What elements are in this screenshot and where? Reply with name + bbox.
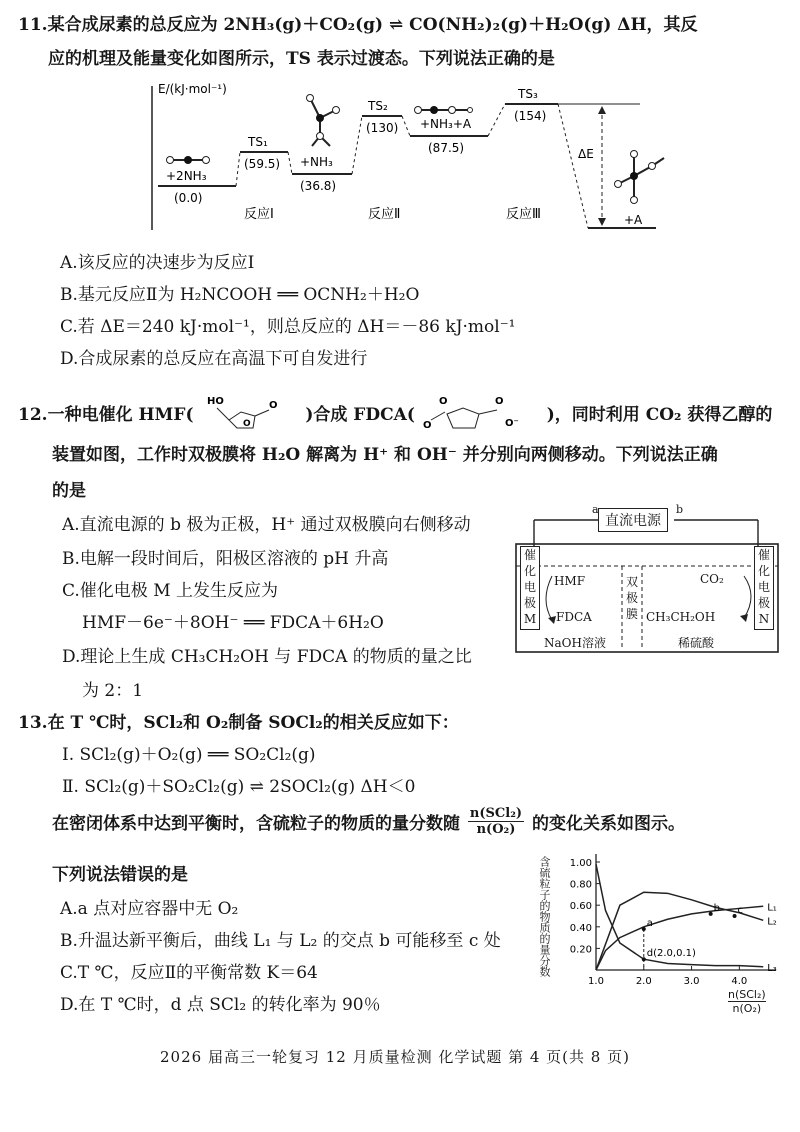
cathode-reactant: CO₂ bbox=[700, 572, 724, 586]
level-label: TS₁ bbox=[248, 135, 268, 149]
page-footer: 2026 届高三一轮复习 12 月质量检测 化学试题 第 4 页(共 8 页) bbox=[160, 1048, 630, 1066]
q13-stem-line3: 下列说法错误的是 bbox=[52, 865, 188, 885]
chart-y-axis-label: 含硫粒子的物质的量分数 bbox=[538, 856, 551, 977]
electrode-m bbox=[520, 546, 540, 630]
q13-option-d[interactable]: D.在 T ℃时，d 点 SCl₂ 的转化率为 90％ bbox=[60, 995, 381, 1015]
q12-option-a[interactable]: A.直流电源的 b 极为正极，H⁺ 通过双极膜向右侧移动 bbox=[62, 515, 471, 535]
chart-x-label-den: n(O₂) bbox=[732, 1002, 762, 1015]
membrane-char: 膜 bbox=[625, 607, 638, 621]
level-value: (59.5) bbox=[244, 157, 281, 171]
q11-option-a[interactable]: A.该反应的决速步为反应Ⅰ bbox=[60, 253, 255, 273]
q12-stem-part3: )，同时利用 CO₂ 获得乙醇的 bbox=[546, 405, 773, 425]
power-supply-box: 直流电源 bbox=[598, 508, 668, 532]
svg-text:O: O bbox=[422, 420, 432, 431]
level-value: (87.5) bbox=[428, 141, 465, 155]
level-label: +2NH₃ bbox=[166, 169, 207, 183]
membrane-char: 双 bbox=[625, 575, 638, 589]
svg-text:O: O bbox=[269, 400, 278, 411]
chart-point bbox=[709, 912, 713, 916]
energy-axis-label: E/(kJ·mol⁻¹) bbox=[158, 82, 227, 96]
chart-x-axis-label bbox=[728, 988, 766, 1015]
anode-product: FDCA bbox=[556, 610, 592, 624]
chart-point bbox=[733, 914, 737, 918]
electrode-n-char: 化 bbox=[757, 564, 770, 578]
level-label: +NH₃ bbox=[300, 155, 333, 169]
svg-text:O⁻: O⁻ bbox=[504, 418, 519, 429]
bipolar-membrane-label bbox=[624, 574, 640, 622]
chart-x-tick-label: 2.0 bbox=[635, 976, 652, 987]
q13-chart bbox=[530, 838, 792, 1028]
hmf-structure-icon bbox=[199, 392, 299, 432]
chart-point bbox=[642, 957, 646, 961]
q12-stem-line1 bbox=[18, 392, 772, 432]
q13-reaction-1: Ⅰ. SCl₂(g)＋O₂(g) ══ SO₂Cl₂(g) bbox=[62, 745, 316, 765]
q13-stem-line1: 13.在 T ℃时，SCl₂和 O₂制备 SOCl₂的相关反应如下： bbox=[18, 713, 459, 733]
membrane-char: 极 bbox=[625, 591, 638, 605]
svg-text:O: O bbox=[438, 396, 448, 407]
electrode-m-char: 电 bbox=[523, 580, 536, 594]
q13-reaction-2: Ⅱ. SCl₂(g)＋SO₂Cl₂(g) ⇌ 2SOCl₂(g) ΔH＜0 bbox=[62, 777, 416, 797]
chart-series-label: L₃ bbox=[767, 962, 777, 974]
chart-series-label: L₂ bbox=[767, 916, 777, 928]
step-label-3: 反应Ⅲ bbox=[506, 207, 541, 222]
step-label-2: 反应Ⅱ bbox=[368, 207, 401, 222]
q12-option-d-cont: 为 2：1 bbox=[82, 681, 144, 701]
level-value: (154) bbox=[514, 109, 547, 123]
chart-y-tick-label: 0.40 bbox=[569, 922, 592, 934]
q11-option-c[interactable]: C.若 ΔE＝240 kJ·mol⁻¹，则总反应的 ΔH＝－86 kJ·mol⁻¹ bbox=[60, 317, 516, 337]
electrode-m-char: 极 bbox=[523, 596, 536, 610]
chart-y-tick-label: 0.60 bbox=[569, 901, 592, 913]
q11-stem-line1: 11.某合成尿素的总反应为 2NH₃(g)＋CO₂(g) ⇌ CO(NH₂)₂(g)＋H₂O(g) ΔH，其反 bbox=[18, 15, 698, 35]
q12-option-d[interactable]: D.理论上生成 CH₃CH₂OH 与 FDCA 的物质的量之比 bbox=[62, 647, 472, 667]
carbamate-molecule-icon bbox=[307, 95, 340, 147]
chart-series-label: L₁ bbox=[767, 902, 777, 914]
electrode-m-char: 催 bbox=[523, 548, 536, 562]
electrode-m-char: 化 bbox=[523, 564, 536, 578]
cathode-product: CH₃CH₂OH bbox=[646, 610, 716, 624]
svg-text:HO: HO bbox=[207, 396, 225, 407]
level-label: +NH₃+A bbox=[420, 117, 472, 131]
q13-option-b[interactable]: B.升温达新平衡后，曲线 L₁ 与 L₂ 的交点 b 可能移至 c 处 bbox=[60, 931, 501, 951]
chart-x-tick-label: 1.0 bbox=[588, 976, 604, 987]
chart-point-label: d(2.0,0.1) bbox=[646, 948, 696, 960]
q12-option-c-equation: HMF－6e⁻＋8OH⁻ ══ FDCA＋6H₂O bbox=[82, 613, 384, 633]
chart-x-label-num: n(SCl₂) bbox=[728, 988, 766, 1001]
q12-stem-line3: 的是 bbox=[52, 481, 86, 501]
chart-y-tick-label: 0.20 bbox=[569, 944, 592, 956]
electrode-n bbox=[754, 546, 774, 630]
co2-molecule-icon bbox=[167, 156, 210, 164]
q13-ratio bbox=[468, 806, 524, 837]
q11-energy-diagram bbox=[140, 78, 680, 238]
delta-e-label: ΔE bbox=[578, 147, 594, 161]
chart-point-label: b bbox=[713, 902, 721, 914]
electrode-n-char: 电 bbox=[757, 580, 770, 594]
chart-x-tick-label: 3.0 bbox=[683, 976, 700, 987]
chart-x-tick-label: 4.0 bbox=[731, 976, 748, 987]
q13-option-a[interactable]: A.a 点对应容器中无 O₂ bbox=[60, 899, 239, 919]
q12-stem-part1: 12.一种电催化 HMF( bbox=[18, 405, 194, 425]
q13-stem-part2: 的变化关系如图示。 bbox=[531, 814, 685, 834]
cathode-solution: 稀硫酸 bbox=[678, 636, 715, 650]
level-value: (130) bbox=[366, 121, 399, 135]
q13-ratio-numerator: n(SCl₂) bbox=[469, 806, 523, 821]
chart-point bbox=[642, 927, 646, 931]
q13-option-c[interactable]: C.T ℃，反应Ⅱ的平衡常数 K＝64 bbox=[60, 963, 318, 983]
urea-molecule-icon bbox=[615, 151, 665, 204]
q12-option-c[interactable]: C.催化电极 M 上发生反应为 bbox=[62, 581, 279, 601]
svg-text:O: O bbox=[494, 396, 504, 407]
chart-point-label: c bbox=[737, 905, 744, 916]
q12-stem-part2: )合成 FDCA( bbox=[305, 405, 415, 425]
fdca-structure-icon bbox=[421, 392, 541, 432]
chart-point-label: a bbox=[646, 917, 653, 929]
hnco-molecule-icon bbox=[415, 106, 473, 114]
electrode-n-char: N bbox=[758, 612, 770, 626]
anode-solution: NaOH溶液 bbox=[544, 636, 606, 650]
electrode-m-char: M bbox=[523, 612, 537, 626]
electrode-n-char: 催 bbox=[757, 548, 770, 562]
q13-stem-line2 bbox=[52, 806, 685, 837]
q11-option-b[interactable]: B.基元反应Ⅱ为 H₂NCOOH ══ OCNH₂＋H₂O bbox=[60, 285, 420, 305]
level-label: +A bbox=[624, 213, 643, 227]
level-value: (36.8) bbox=[300, 179, 337, 193]
svg-text:O: O bbox=[243, 419, 252, 429]
q12-stem-line2: 装置如图，工作时双极膜将 H₂O 解离为 H⁺ 和 OH⁻ 并分别向两侧移动。下列说法正确 bbox=[52, 445, 718, 465]
q11-option-d[interactable]: D.合成尿素的总反应在高温下可自发进行 bbox=[60, 349, 368, 369]
level-label: TS₃ bbox=[518, 87, 538, 101]
q13-stem-part1: 在密闭体系中达到平衡时，含硫粒子的物质的量分数随 bbox=[52, 814, 460, 834]
chart-y-tick-label: 1.00 bbox=[569, 858, 592, 869]
level-value: (0.0) bbox=[174, 191, 203, 205]
electrolysis-cell-diagram bbox=[512, 500, 784, 660]
level-label: TS₂ bbox=[368, 99, 388, 113]
q12-option-b[interactable]: B.电解一段时间后，阳极区溶液的 pH 升高 bbox=[62, 549, 389, 569]
anode-reactant: HMF bbox=[554, 574, 586, 588]
power-terminal-a: a bbox=[592, 503, 599, 516]
q11-stem-line2: 应的机理及能量变化如图所示，TS 表示过渡态。下列说法正确的是 bbox=[48, 49, 555, 69]
step-label-1: 反应Ⅰ bbox=[244, 207, 274, 222]
q13-ratio-denominator: n(O₂) bbox=[476, 822, 516, 837]
chart-y-tick-label: 0.80 bbox=[569, 879, 592, 891]
power-terminal-b: b bbox=[676, 503, 684, 516]
electrode-n-char: 极 bbox=[757, 596, 770, 610]
